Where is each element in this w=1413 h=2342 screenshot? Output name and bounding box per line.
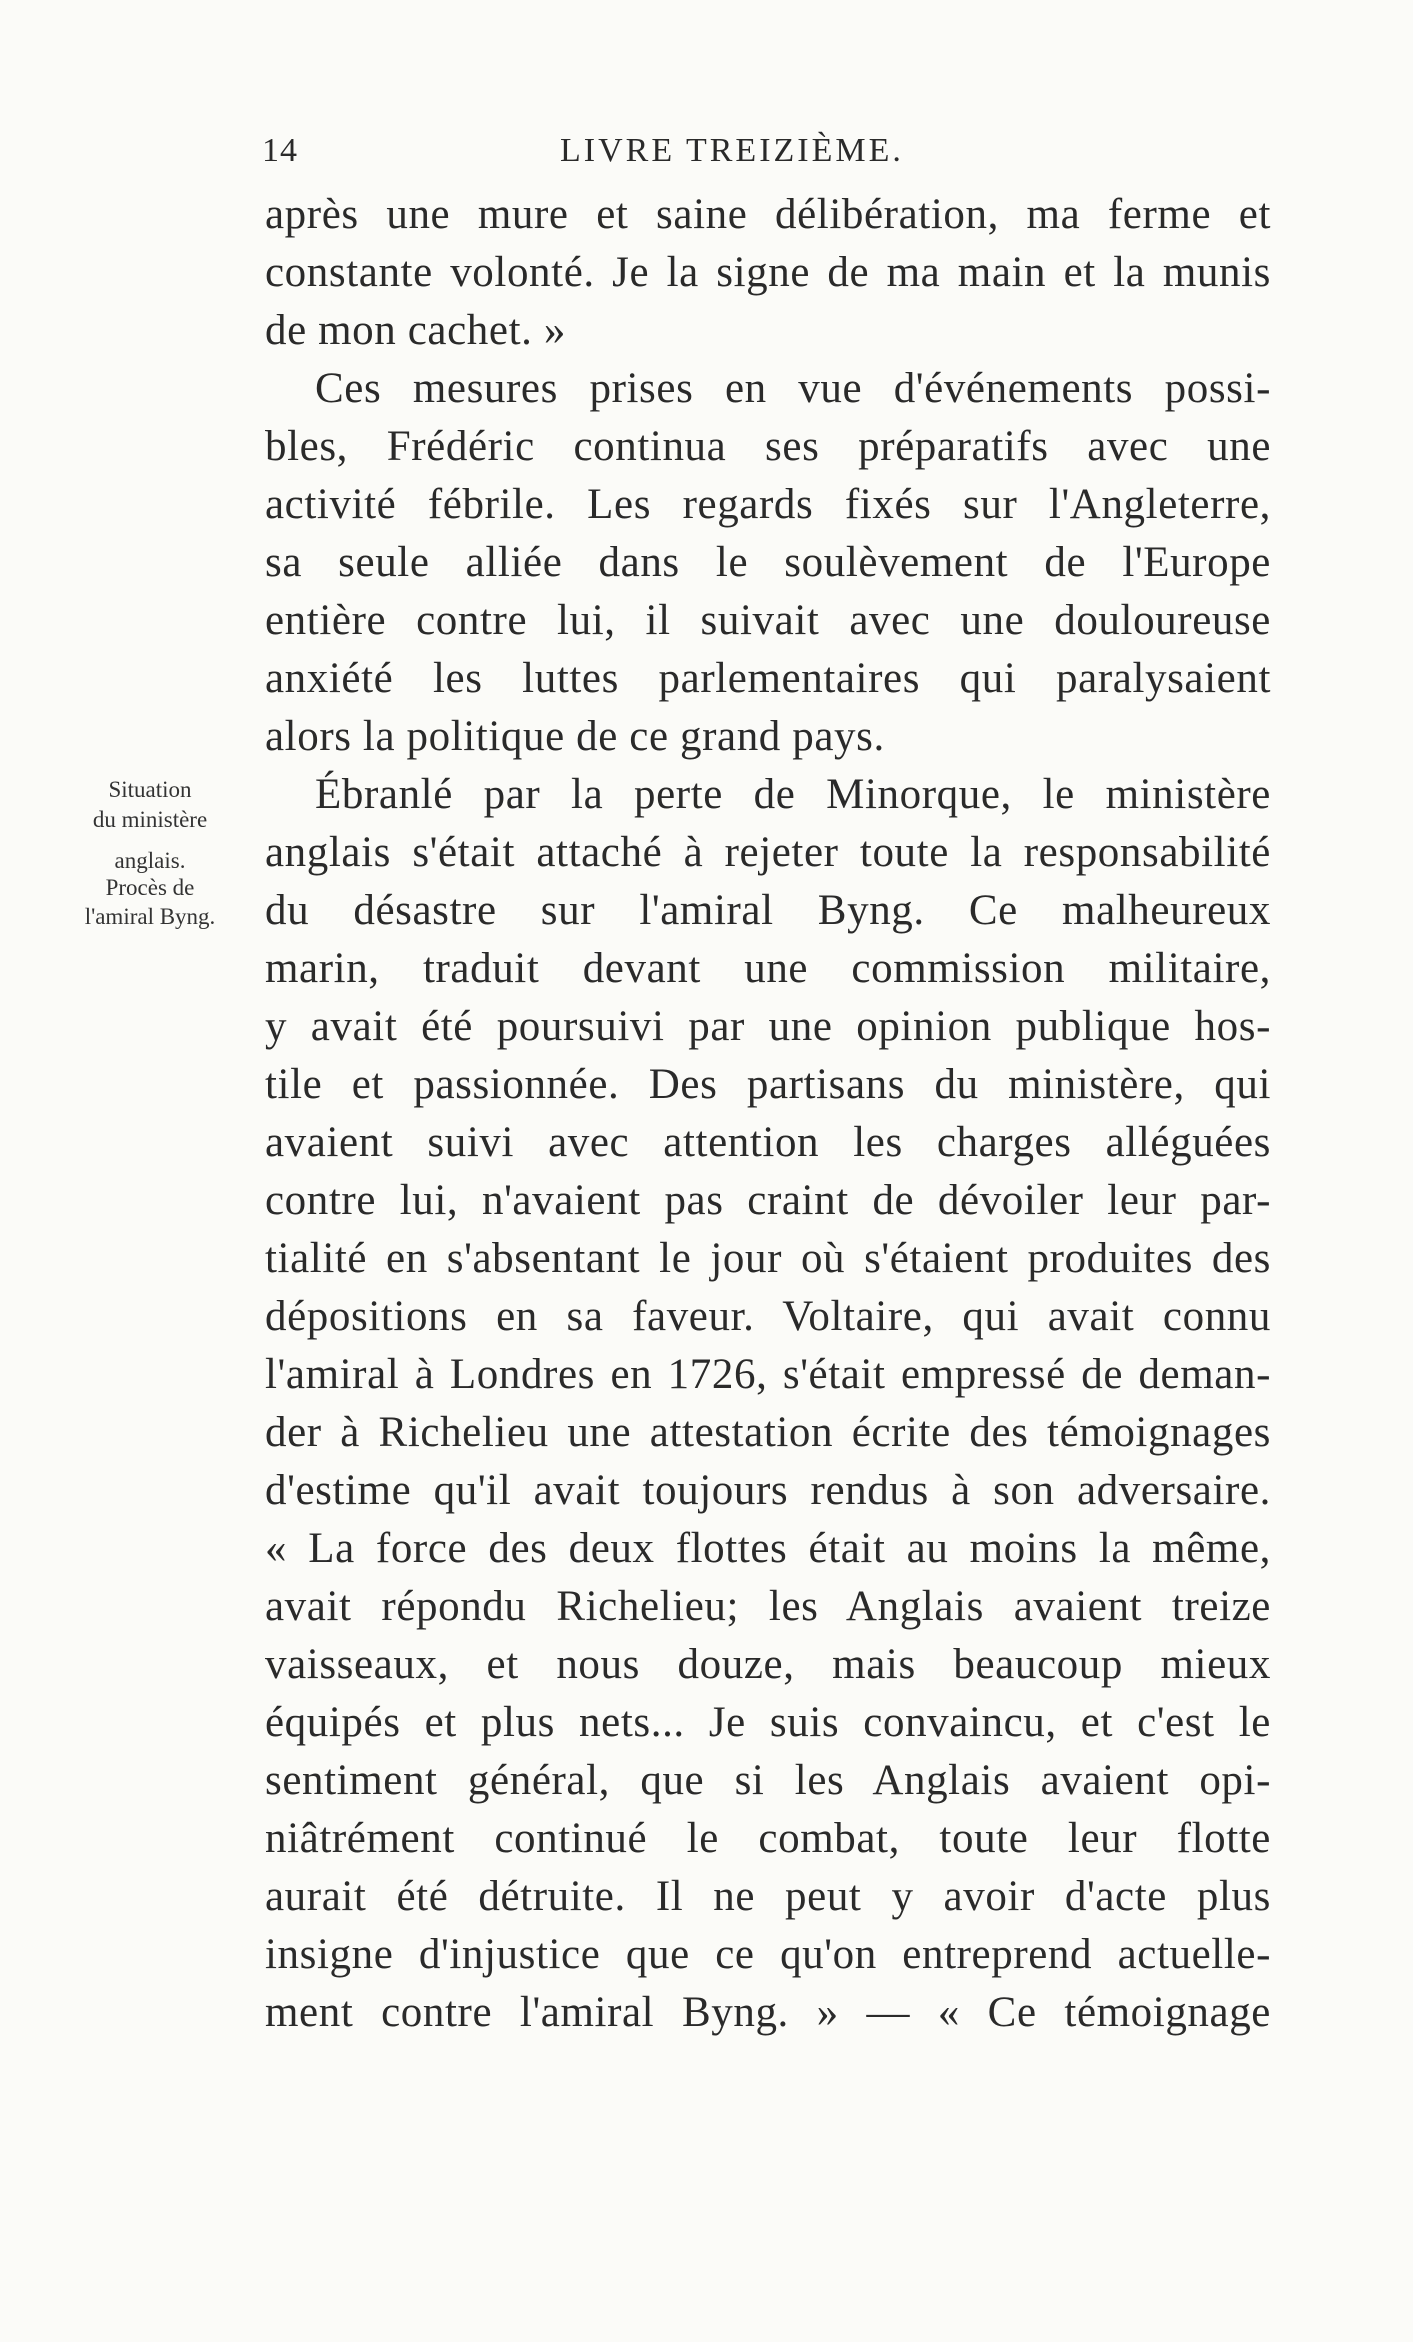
text-line: contre lui, n'avaient pas craint de dévoiler leur par-	[265, 1177, 1271, 1224]
text-line: alors la politique de ce grand pays.	[265, 713, 885, 760]
text-line: Ces mesures prises en vue d'événements possi-	[315, 365, 1271, 412]
text-line: avaient suivi avec attention les charges alléguées	[265, 1119, 1271, 1166]
margin-note-line: Procès de	[105, 875, 195, 900]
running-head: LIVRE TREIZIÈME.	[560, 132, 904, 169]
text-line: équipés et plus nets... Je suis convaincu, et c'est le	[265, 1699, 1271, 1746]
text-line: tile et passionnée. Des partisans du ministère, qui	[265, 1061, 1271, 1108]
text-line: du désastre sur l'amiral Byng. Ce malheureux	[265, 887, 1271, 934]
text-line: activité fébrile. Les regards fixés sur l'Angleterre,	[265, 481, 1271, 528]
text-line: tialité en s'absentant le jour où s'étaient produites des	[265, 1235, 1271, 1282]
text-line: bles, Frédéric continua ses préparatifs avec une	[265, 423, 1271, 470]
page-number: 14	[262, 132, 298, 169]
text-line: anxiété les luttes parlementaires qui paralysaient	[265, 655, 1271, 702]
text-line: ment contre l'amiral Byng. » — « Ce témoignage	[265, 1989, 1271, 2036]
text-line: y avait été poursuivi par une opinion publique hos-	[265, 1003, 1271, 1050]
margin-note-line: l'amiral Byng.	[84, 904, 216, 929]
text-line: de mon cachet. »	[265, 307, 566, 354]
text-line: vaisseaux, et nous douze, mais beaucoup mieux	[265, 1641, 1271, 1688]
margin-note-line: du ministère	[92, 807, 208, 832]
text-line: sentiment général, que si les Anglais avaient opi-	[265, 1757, 1271, 1804]
text-line: insigne d'injustice que ce qu'on entreprend actuelle-	[265, 1931, 1271, 1978]
text-line: niâtrément continué le combat, toute leur flotte	[265, 1815, 1271, 1862]
text-line: dépositions en sa faveur. Voltaire, qui avait connu	[265, 1293, 1271, 1340]
text-line: marin, traduit devant une commission militaire,	[265, 945, 1271, 992]
text-line: l'amiral à Londres en 1726, s'était empressé de deman-	[265, 1351, 1271, 1398]
text-line: aurait été détruite. Il ne peut y avoir d'acte plus	[265, 1873, 1271, 1920]
text-line: « La force des deux flottes était au moins la même,	[265, 1525, 1271, 1572]
text-line: der à Richelieu une attestation écrite des témoignages	[265, 1409, 1271, 1456]
margin-note-line: Situation	[108, 777, 192, 802]
text-line: sa seule alliée dans le soulèvement de l'Europe	[265, 539, 1271, 586]
margin-note-line: anglais.	[114, 848, 186, 873]
text-line: Ébranlé par la perte de Minorque, le ministère	[315, 771, 1271, 818]
text-line: d'estime qu'il avait toujours rendus à son adversaire.	[265, 1467, 1271, 1514]
text-line: avait répondu Richelieu; les Anglais avaient treize	[265, 1583, 1271, 1630]
text-line: constante volonté. Je la signe de ma main et la munis	[265, 249, 1271, 296]
text-line: anglais s'était attaché à rejeter toute la responsabilité	[265, 829, 1271, 876]
text-line: entière contre lui, il suivait avec une douloureuse	[265, 597, 1271, 644]
text-line: après une mure et saine délibération, ma ferme et	[265, 191, 1271, 238]
